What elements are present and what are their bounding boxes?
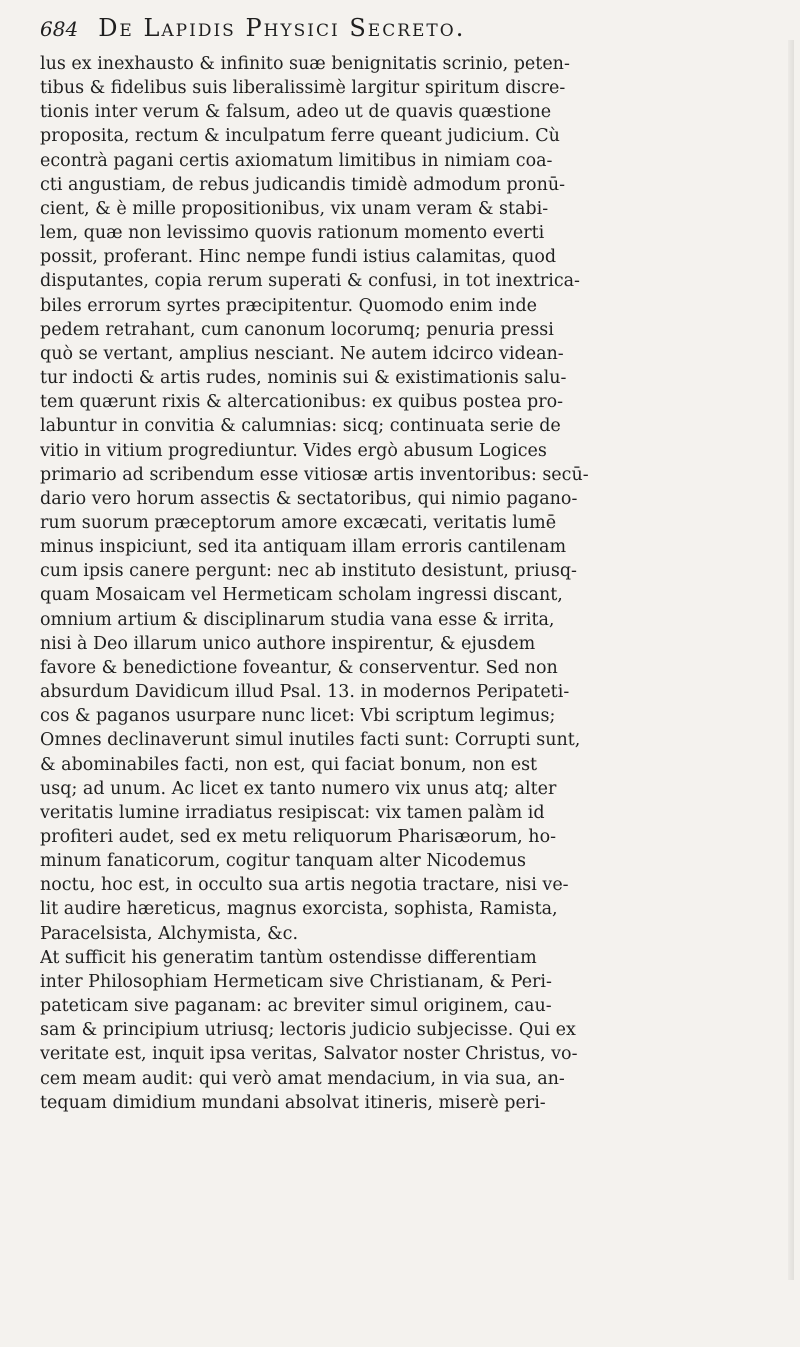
running-title: De Lapidis Physici Secreto. <box>98 14 466 42</box>
text-line: tem quærunt rixis & altercationibus: ex quibus postea pro- <box>40 392 564 413</box>
text-line: noctu, hoc est, in occulto sua artis negotia tractare, nisi ve- <box>40 875 569 896</box>
text-line: profiteri audet, sed ex metu reliquorum Pharisæorum, ho- <box>40 827 557 847</box>
text-line: primario ad scribendum esse vitiosæ artis inventoribus: secū- <box>40 464 589 485</box>
text-line: & abominabiles facti, non est, qui faciat bonum, non est <box>40 754 538 775</box>
text-line: quam Mosaicam vel Hermeticam scholam ingressi discant, <box>40 585 563 606</box>
text-line: rum suorum præceptorum amore excæcati, veritatis lumē <box>40 512 557 533</box>
text-line: usq; ad unum. Ac licet ex tanto numero vix unus atq; alter <box>40 778 557 799</box>
text-line: cos & paganos usurpare nunc licet: Vbi scriptum legimus; <box>40 706 556 727</box>
text-line: disputantes, copia rerum superati & confusi, in tot inextrica- <box>40 271 580 292</box>
text-line: vitio in vitium progrediuntur. Vides ergò abusum Logices <box>40 440 547 461</box>
text-line: lus ex inexhausto & infinito suæ benignitatis scrinio, peten- <box>40 54 570 74</box>
text-line: omnium artium & disciplinarum studia vana esse & irrita, <box>40 609 555 630</box>
text-line: veritatis lumine irradiatus resipiscat: vix tamen palàm id <box>40 802 545 823</box>
text-line: cum ipsis canere pergunt: nec ab instituto desistunt, priusq- <box>40 561 577 582</box>
text-line: proposita, rectum & inculpatum ferre queant judicium. Cù <box>40 126 560 147</box>
page-edge-shadow <box>788 40 794 1280</box>
text-line: tionis inter verum & falsum, adeo ut de quavis quæstione <box>40 102 552 123</box>
text-line: minus inspiciunt, sed ita antiquam illam erroris cantilenam <box>40 537 567 558</box>
running-head <box>40 14 774 48</box>
text-line: tur indocti & artis rudes, nominis sui & existimationis salu- <box>40 368 567 389</box>
text-line: quò se vertant, amplius nesciant. Ne autem idcirco videan- <box>40 343 564 364</box>
text-line: sam & principium utriusq; lectoris judicio subjecisse. Qui ex <box>40 1020 576 1041</box>
body-text <box>40 52 774 1115</box>
text-line: favore & benedictione foveantur, & conserventur. Sed non <box>40 657 558 678</box>
text-line: cem meam audit: qui verò amat mendacium, in via sua, an- <box>40 1068 565 1089</box>
text-line: pedem retrahant, cum canonum locorumq; penuria pressi <box>40 319 554 340</box>
text-line: Paracelsista, Alchymista, &c. <box>40 923 299 944</box>
text-line: tibus & fidelibus suis liberalissimè largitur spiritum discre- <box>40 78 566 99</box>
text-line: dario vero horum assectis & sectatoribus, qui nimio pagano- <box>40 488 578 509</box>
text-line: lem, quæ non levissimo quovis rationum momento everti <box>40 223 545 244</box>
text-line: veritate est, inquit ipsa veritas, Salvator noster Christus, vo- <box>40 1044 578 1065</box>
text-line: biles errorum syrtes præcipitentur. Quomodo enim inde <box>40 295 538 316</box>
page-number: 684 <box>40 17 79 41</box>
text-line: tequam dimidium mundani absolvat itineris, miserè peri- <box>40 1092 546 1113</box>
text-line: inter Philosophiam Hermeticam sive Christianam, & Peri- <box>40 971 552 992</box>
text-line: possit, proferant. Hinc nempe fundi istius calamitas, quod <box>40 247 557 268</box>
text-line: cient, & è mille propositionibus, vix unam veram & stabi- <box>40 198 549 219</box>
text-line: econtrà pagani certis axiomatum limitibus in nimiam coa- <box>40 150 553 171</box>
text-line: Omnes declinaverunt simul inutiles facti sunt: Corrupti sunt, <box>40 730 581 751</box>
text-line: labuntur in convitia & calumnias: sicq; continuata serie de <box>40 416 561 437</box>
text-line: lit audire hæreticus, magnus exorcista, sophista, Ramista, <box>40 899 558 920</box>
text-line: cti angustiam, de rebus judicandis timidè admodum pronū- <box>40 174 566 195</box>
text-line: At sufficit his generatim tantùm ostendisse differentiam <box>40 947 537 968</box>
text-line: nisi à Deo illarum unico authore inspirentur, & ejusdem <box>40 633 536 654</box>
text-line: absurdum Davidicum illud Psal. 13. in modernos Peripateti- <box>40 682 570 703</box>
text-line: minum fanaticorum, cogitur tanquam alter Nicodemus <box>40 851 526 872</box>
text-line: pateticam sive paganam: ac breviter simul originem, cau- <box>40 996 552 1017</box>
